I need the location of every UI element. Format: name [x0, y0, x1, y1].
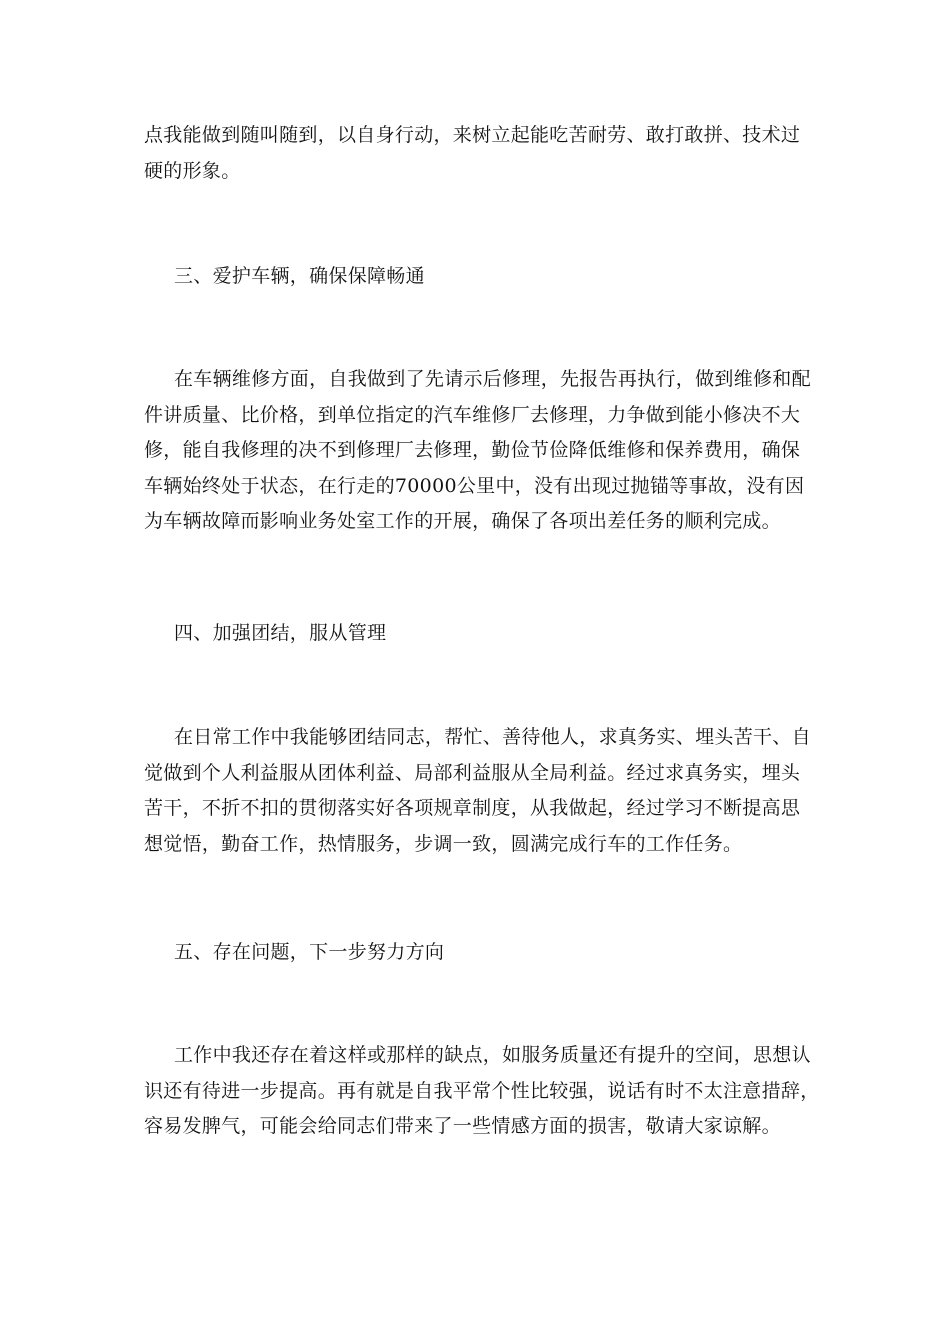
paragraph-line: 想觉悟，勤奋工作，热情服务，步调一致，圆满完成行车的工作任务。 — [144, 832, 743, 855]
paragraph-line: 点我能做到随叫随到，以自身行动，来树立起能吃苦耐劳、敢打敢拼、技术过 — [144, 124, 801, 146]
heading-text: 五、存在问题，下一步努力方向 — [174, 941, 445, 963]
paragraph-line: 容易发脾气，可能会给同志们带来了一些情感方面的损害，敬请大家谅解。 — [144, 1115, 781, 1137]
paragraph-3 — [144, 362, 811, 540]
section-heading-4 — [144, 616, 808, 652]
section-heading-3 — [144, 259, 808, 295]
section-heading-5 — [144, 935, 808, 971]
heading-text: 三、爱护车辆，确保保障畅通 — [174, 265, 425, 287]
paragraph-line: 硬的形象。 — [144, 159, 241, 182]
paragraph-line: 识还有待进一步提高。再有就是自我平常个性比较强，说话有时不太注意措辞， — [144, 1079, 820, 1102]
paragraph-line: 苦干，不折不扣的贯彻落实好各项规章制度，从我做起，经过学习不断提高思 — [144, 797, 801, 819]
paragraph-line: 觉做到个人利益服从团体利益、局部利益服从全局利益。经过求真务实，埋头 — [144, 761, 801, 784]
paragraph-line: 为车辆故障而影响业务处室工作的开展，确保了各项出差任务的顺利完成。 — [144, 510, 781, 532]
paragraph-line: 工作中我还存在着这样或那样的缺点，如服务质量还有提升的空间，思想认 — [174, 1044, 811, 1066]
paragraph-line: 修，能自我修理的决不到修理厂去修理，勤俭节俭降低维修和保养费用，确保 — [144, 439, 801, 461]
paragraph-5 — [144, 1038, 820, 1145]
paragraph-line: 在日常工作中我能够团结同志，帮忙、善待他人，求真务实、埋头苦干、自 — [174, 726, 811, 748]
paragraph-4 — [144, 720, 811, 862]
paragraph-line: 件讲质量、比价格，到单位指定的汽车维修厂去修理，力争做到能小修决不大 — [144, 403, 801, 426]
paragraph-continued — [144, 118, 808, 189]
heading-text: 四、加强团结，服从管理 — [174, 622, 387, 644]
paragraph-line: 车辆始终处于状态，在行走的70000公里中，没有出现过抛锚等事故，没有因 — [144, 474, 805, 497]
paragraph-line: 在车辆维修方面，自我做到了先请示后修理，先报告再执行，做到维修和配 — [174, 368, 811, 390]
